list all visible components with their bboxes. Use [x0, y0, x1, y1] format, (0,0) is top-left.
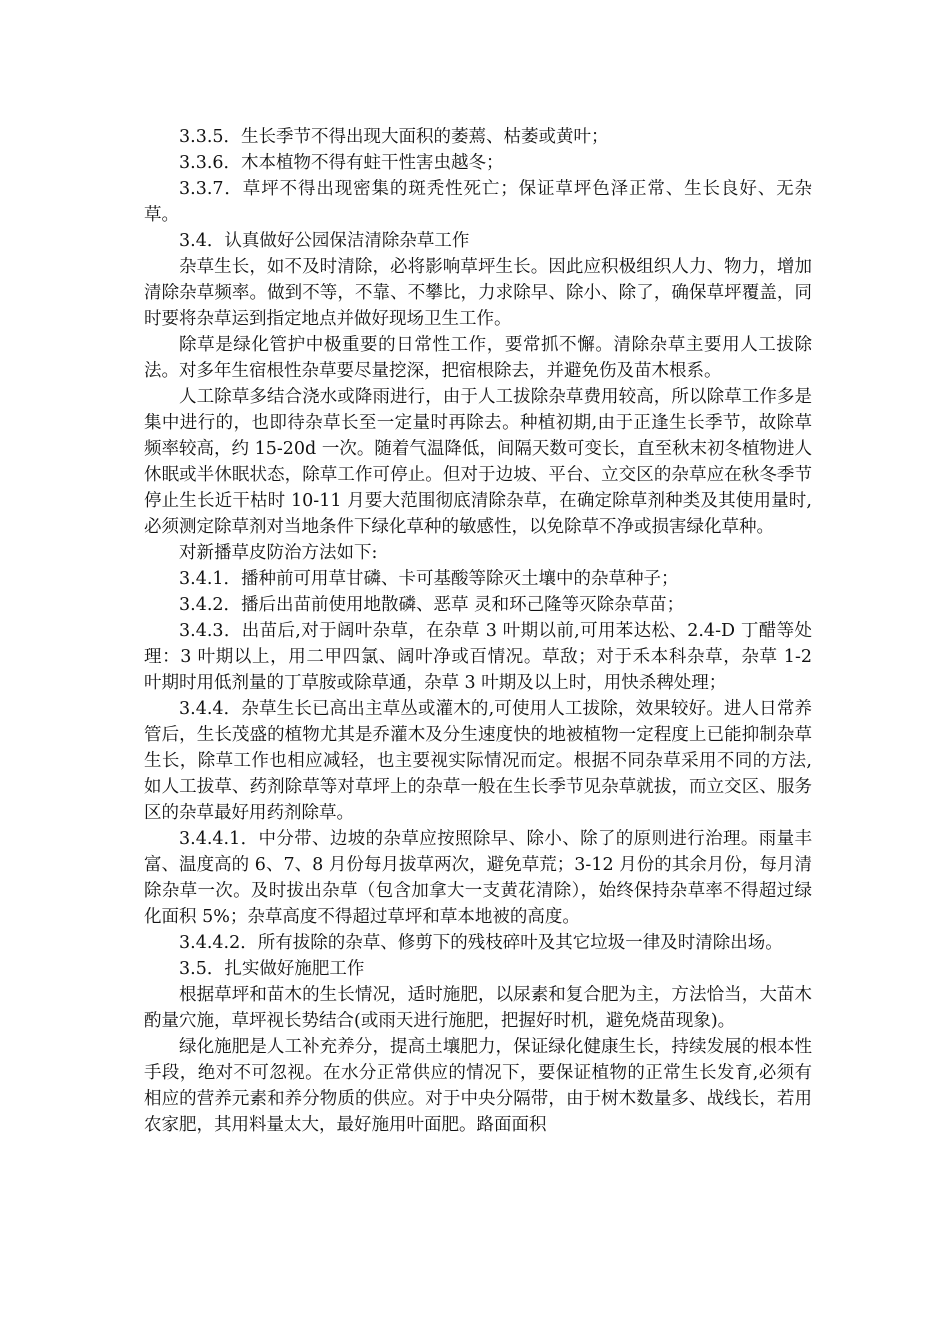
section-heading-3-4: 3.4．认真做好公园保洁清除杂草工作 — [179, 231, 470, 251]
paragraph-3-4-4: 3.4.4．杂草生长已高出主草丛或灌木的,可使用人工拔除，效果较好。进人日常养管后，生长茂盛的植物尤其是乔灌木及分生速度快的地被植物一定程度上已能抑制杂草生长，除草工作也相应减轻，也主要视实际情况而定。根据不同杂草采用不同的方法,如人工拔草、药剂除草等对草坪上的杂草一般在生长季节见杂草就拔，而立交区、服务区的杂草最好用药剂除草。 — [144, 699, 812, 823]
paragraph-weed-growth: 杂草生长，如不及时清除，必将影响草坪生长。因此应积极组织人力、物力，增加清除杂草频率。做到不等，不靠、不攀比，力求除早、除小、除了，确保草坪覆盖，同时要将杂草运到指定地点并做好现场卫生工作。 — [144, 257, 812, 329]
paragraph-3-4-4-1: 3.4.4.1．中分带、边坡的杂草应按照除早、除小、除了的原则进行治理。雨量丰富、温度高的 6、7、8 月份每月拔草两次，避免草荒；3-12 月份的其余月份，每月清除杂草一次。及时拔出杂草（包含加拿大一支黄花清除），始终保持杂草率不得超过绿化面积 5%；杂草高度不得超过草坪和草本地被的高度。 — [144, 829, 812, 927]
paragraph-manual-weeding: 人工除草多结合浇水或降雨进行，由于人工拔除杂草费用较高，所以除草工作多是集中进行的，也即待杂草长至一定量时再除去。种植初期,由于正逢生长季节，故除草频率较高，约 15-20d 一次。随着气温降低，间隔天数可变长，直至秋末初冬植物进人休眠或半休眠状态，除草工作可停止。但对于边坡、平台、立交区的杂草应在秋冬季节停止生长近干枯时 10-11 月要大范围彻底清除杂草，在确定除草剂种类及其使用量时,必须测定除草剂对当地条件下绿化草种的敏感性，以免除草不净或损害绿化草种。 — [144, 387, 812, 537]
document-body — [144, 124, 812, 1138]
section-heading-3-5: 3.5．扎实做好施肥工作 — [179, 959, 365, 979]
paragraph-3-4-4-2: 3.4.4.2．所有拔除的杂草、修剪下的残枝碎叶及其它垃圾一律及时清除出场。 — [179, 933, 783, 953]
paragraph-fertilizing-method: 根据草坪和苗木的生长情况，适时施肥，以尿素和复合肥为主，方法恰当，大苗木酌量穴施，草坪视长势结合(或雨天进行施肥，把握好时机，避免烧苗现象)。 — [144, 985, 812, 1031]
paragraph-3-4-2: 3.4.2．播后出苗前使用地散磷、恶草 灵和环己隆等灭除杂草苗； — [179, 595, 685, 615]
paragraph-3-3-5: 3.3.5．生长季节不得出现大面积的萎蔫、枯萎或黄叶； — [179, 127, 609, 147]
paragraph-3-4-1: 3.4.1．播种前可用草甘磷、卡可基酸等除灭土壤中的杂草种子； — [179, 569, 679, 589]
paragraph-3-4-3: 3.4.3．出苗后,对于阔叶杂草，在杂草 3 叶期以前,可用苯达松、2.4-D 丁醋等处理：3 叶期以上，用二甲四氯、阔叶净或百情况。草敌；对于禾本科杂草，杂草 1-2 叶期时用低剂量的丁草胺或除草通，杂草 3 叶期及以上时，用快杀稗处理； — [144, 621, 812, 693]
paragraph-3-3-7: 3.3.7．草坪不得出现密集的斑秃性死亡；保证草坪色泽正常、生长良好、无杂草。 — [144, 179, 812, 225]
paragraph-new-turf-methods: 对新播草皮防治方法如下: — [179, 543, 378, 563]
paragraph-weeding-daily-work: 除草是绿化管护中极重要的日常性工作，要常抓不懈。清除杂草主要用人工拔除法。对多年生宿根性杂草要尽量挖深，把宿根除去，并避免伤及苗木根系。 — [144, 335, 812, 381]
paragraph-fertilizing-importance: 绿化施肥是人工补充养分，提高土壤肥力，保证绿化健康生长，持续发展的根本性手段，绝对不可忽视。在水分正常供应的情况下，要保证植物的正常生长发育,必须有相应的营养元素和养分物质的供应。对于中央分隔带，由于树木数量多、战线长，若用农家肥，其用料量太大，最好施用叶面肥。路面面积 — [144, 1037, 812, 1135]
paragraph-3-3-6: 3.3.6．木本植物不得有蛀干性害虫越冬； — [179, 153, 504, 173]
